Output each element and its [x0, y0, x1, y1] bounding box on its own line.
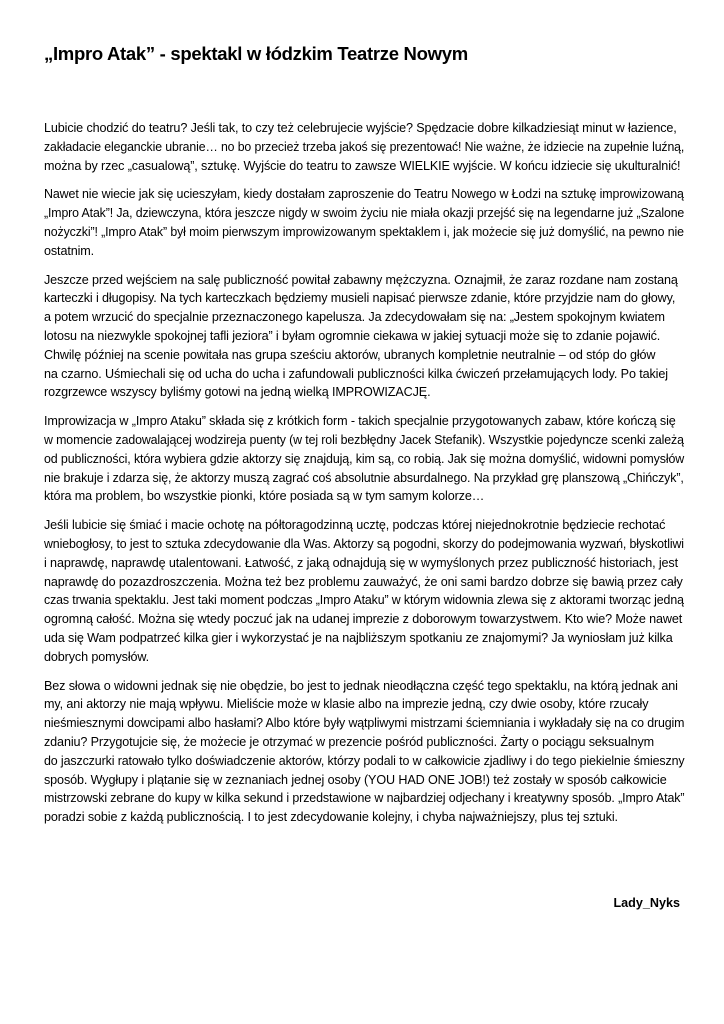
paragraph-line: Jeszcze przed wejściem na salę publiczność powitał zabawny mężczyzna. Oznajmił, że zaraz rozdane nam zostaną	[44, 272, 678, 287]
article-title: „Impro Atak” - spektakl w łódzkim Teatrze Nowym	[44, 43, 468, 64]
paragraph-line: dobrych pomysłów.	[44, 649, 150, 664]
paragraph-line: rozgrzewce wszyscy byliśmy gotowi na jedną wielką IMPROWIZACJĘ.	[44, 385, 431, 400]
article-paragraph	[44, 119, 684, 175]
paragraph-line: można by rzec „casualową”, sztukę. Wyjście do teatru to zawsze WIELKIE wyjście. W końcu idziecie się ukulturalnić!	[44, 158, 681, 173]
paragraph-line: w momencie zadowalającej wodzireja puenty (w tej roli bezbłędny Jacek Stefanik). Wszystkie pojedyncze scenki zależą	[44, 432, 684, 447]
paragraph-line: od publiczności, która wybiera gdzie aktorzy się znajdują, kim są, co robią. Jak się można domyślić, widowni pomysłów	[44, 451, 685, 466]
article-paragraph	[44, 185, 684, 260]
paragraph-line: sposób. Wygłupy i plątanie się w zeznaniach jednej osoby (YOU HAD ONE JOB!) też zostały w sposób całkowicie	[44, 772, 667, 787]
paragraph-line: poradzi sobie z każdą publicznością. I to jest zdecydowanie kolejny, i chyba najważniejszy, plus tej sztuki.	[44, 810, 618, 825]
paragraph-line: a potem wrzucić do specjalnie przeznaczonego kapelusza. Ja zdecydowałam się na: „Jestem spokojnym kwiatem	[44, 310, 665, 325]
article-paragraph	[44, 271, 684, 403]
paragraph-line: wniebogłosy, to jest to sztuka zdecydowanie dla Was. Aktorzy są pogodni, skorzy do podejmowania wyzwań, błyskotliwi	[44, 536, 684, 551]
paragraph-line: czas trwania spektaklu. Jest taki moment podczas „Impro Ataku” w którym widownia zlewa się z aktorami tworząc jedną	[44, 593, 684, 608]
paragraph-line: do jaszczurki ratowało tylko doświadczenie aktorów, którzy podali to w całkowicie zjadliwy i do tego piekielnie śmieszny	[44, 753, 685, 768]
paragraph-line: lotosu na niezwykle spokojnej tafli jeziora” i byłam ogromnie ciekawa w jakiej sytuacji może się to zdanie pojawić.	[44, 328, 661, 343]
paragraph-line: karteczki i długopisy. Na tych karteczkach będziemy musieli napisać pierwsze zdanie, które przyjdzie nam do głowy,	[44, 291, 676, 306]
paragraph-line: nieśmiesznymi dowcipami albo hasłami? Albo które były wątpliwymi mistrzami ściemniania i wykładały się na co drugim	[44, 716, 685, 731]
article-paragraph	[44, 412, 684, 506]
paragraph-line: zakładacie eleganckie ubranie… no bo przecież trzeba jakoś się prezentować! Nie ważne, że idziecie na zupełnie luźną,	[44, 139, 685, 154]
paragraph-line: nie brakuje i zdarza się, że aktorzy muszą zagrać coś absolutnie absurdalnego. Na przykład grę planszową „Chińczyk”,	[44, 470, 684, 485]
article-body	[44, 119, 684, 837]
paragraph-line: „Impro Atak”! Ja, dziewczyna, która jeszcze nigdy w swoim życiu nie miała okazji przejść się na legendarne już „Szalone	[44, 206, 685, 221]
paragraph-line: mistrzowski zebrane do kupy w kilka sekund i przedstawione w najbardziej odjechany i kreatywny sposób. „Impro Atak”	[44, 791, 685, 806]
paragraph-line: my, ani aktorzy nie mają wpływu. Mieliście może w klasie albo na imprezie jedną, czy dwie osoby, które rzucały	[44, 697, 649, 712]
author-signature: Lady_Nyks	[613, 896, 680, 910]
paragraph-line: Improwizacja w „Impro Ataku” składa się z krótkich form - takich specjalnie przygotowanych zabaw, które kończą się	[44, 414, 676, 429]
paragraph-line: nożyczki”! „Impro Atak” był moim pierwszym improwizowanym spektaklem i, jak możecie się już domyślić, na pewno nie	[44, 224, 684, 239]
article-paragraph	[44, 677, 684, 827]
paragraph-line: Lubicie chodzić do teatru? Jeśli tak, to czy też celebrujecie wyjście? Spędzacie dobre kilkadziesiąt minut w łazience,	[44, 121, 677, 135]
paragraph-line: uda się Wam podpatrzeć kilka gier i wykorzystać je na najbliższym spotkaniu ze znajomymi? Ja wyniosłam już kilka	[44, 630, 673, 645]
paragraph-line: i naprawdę, naprawdę utalentowani. Łatwość, z jaką odnajdują się w wymyślonych przez publiczność historiach, jest	[44, 555, 678, 570]
article-paragraph	[44, 516, 684, 666]
paragraph-line: na czarno. Uśmiechali się od ucha do ucha i zafundowali publiczności kilka ćwiczeń przełamujących lody. Po takiej	[44, 366, 668, 381]
paragraph-line: Nawet nie wiecie jak się ucieszyłam, kiedy dostałam zaproszenie do Teatru Nowego w Łodzi na sztukę improwizowaną	[44, 187, 684, 202]
paragraph-line: Chwilę później na scenie powitała nas grupa sześciu aktorów, ubranych kompletnie neutralnie – od stóp do głów	[44, 347, 656, 362]
paragraph-line: która ma problem, bo wszystkie pionki, które posiada są w tym samym kolorze…	[44, 489, 485, 504]
paragraph-line: Bez słowa o widowni jednak się nie obędzie, bo jest to jednak nieodłączna część tego spektaklu, na którą jednak ani	[44, 678, 678, 693]
paragraph-line: naprawdę do pozazdroszczenia. Można też bez problemu zauważyć, że oni sami bardzo dobrze się bawią przez cały	[44, 574, 683, 589]
paragraph-line: ostatnim.	[44, 243, 95, 258]
paragraph-line: zdaniu? Przygotujcie się, że możecie je otrzymać w prezencie pośród publiczności. Żarty o pociągu seksualnym	[44, 734, 655, 749]
paragraph-line: ogromną całość. Można się wtedy poczuć jak na udanej imprezie z doborowym towarzystwem. Kto wie? Może nawet	[44, 612, 683, 627]
paragraph-line: Jeśli lubicie się śmiać i macie ochotę na półtoragodzinną ucztę, podczas której niejednokrotnie będziecie rechotać	[44, 518, 666, 533]
